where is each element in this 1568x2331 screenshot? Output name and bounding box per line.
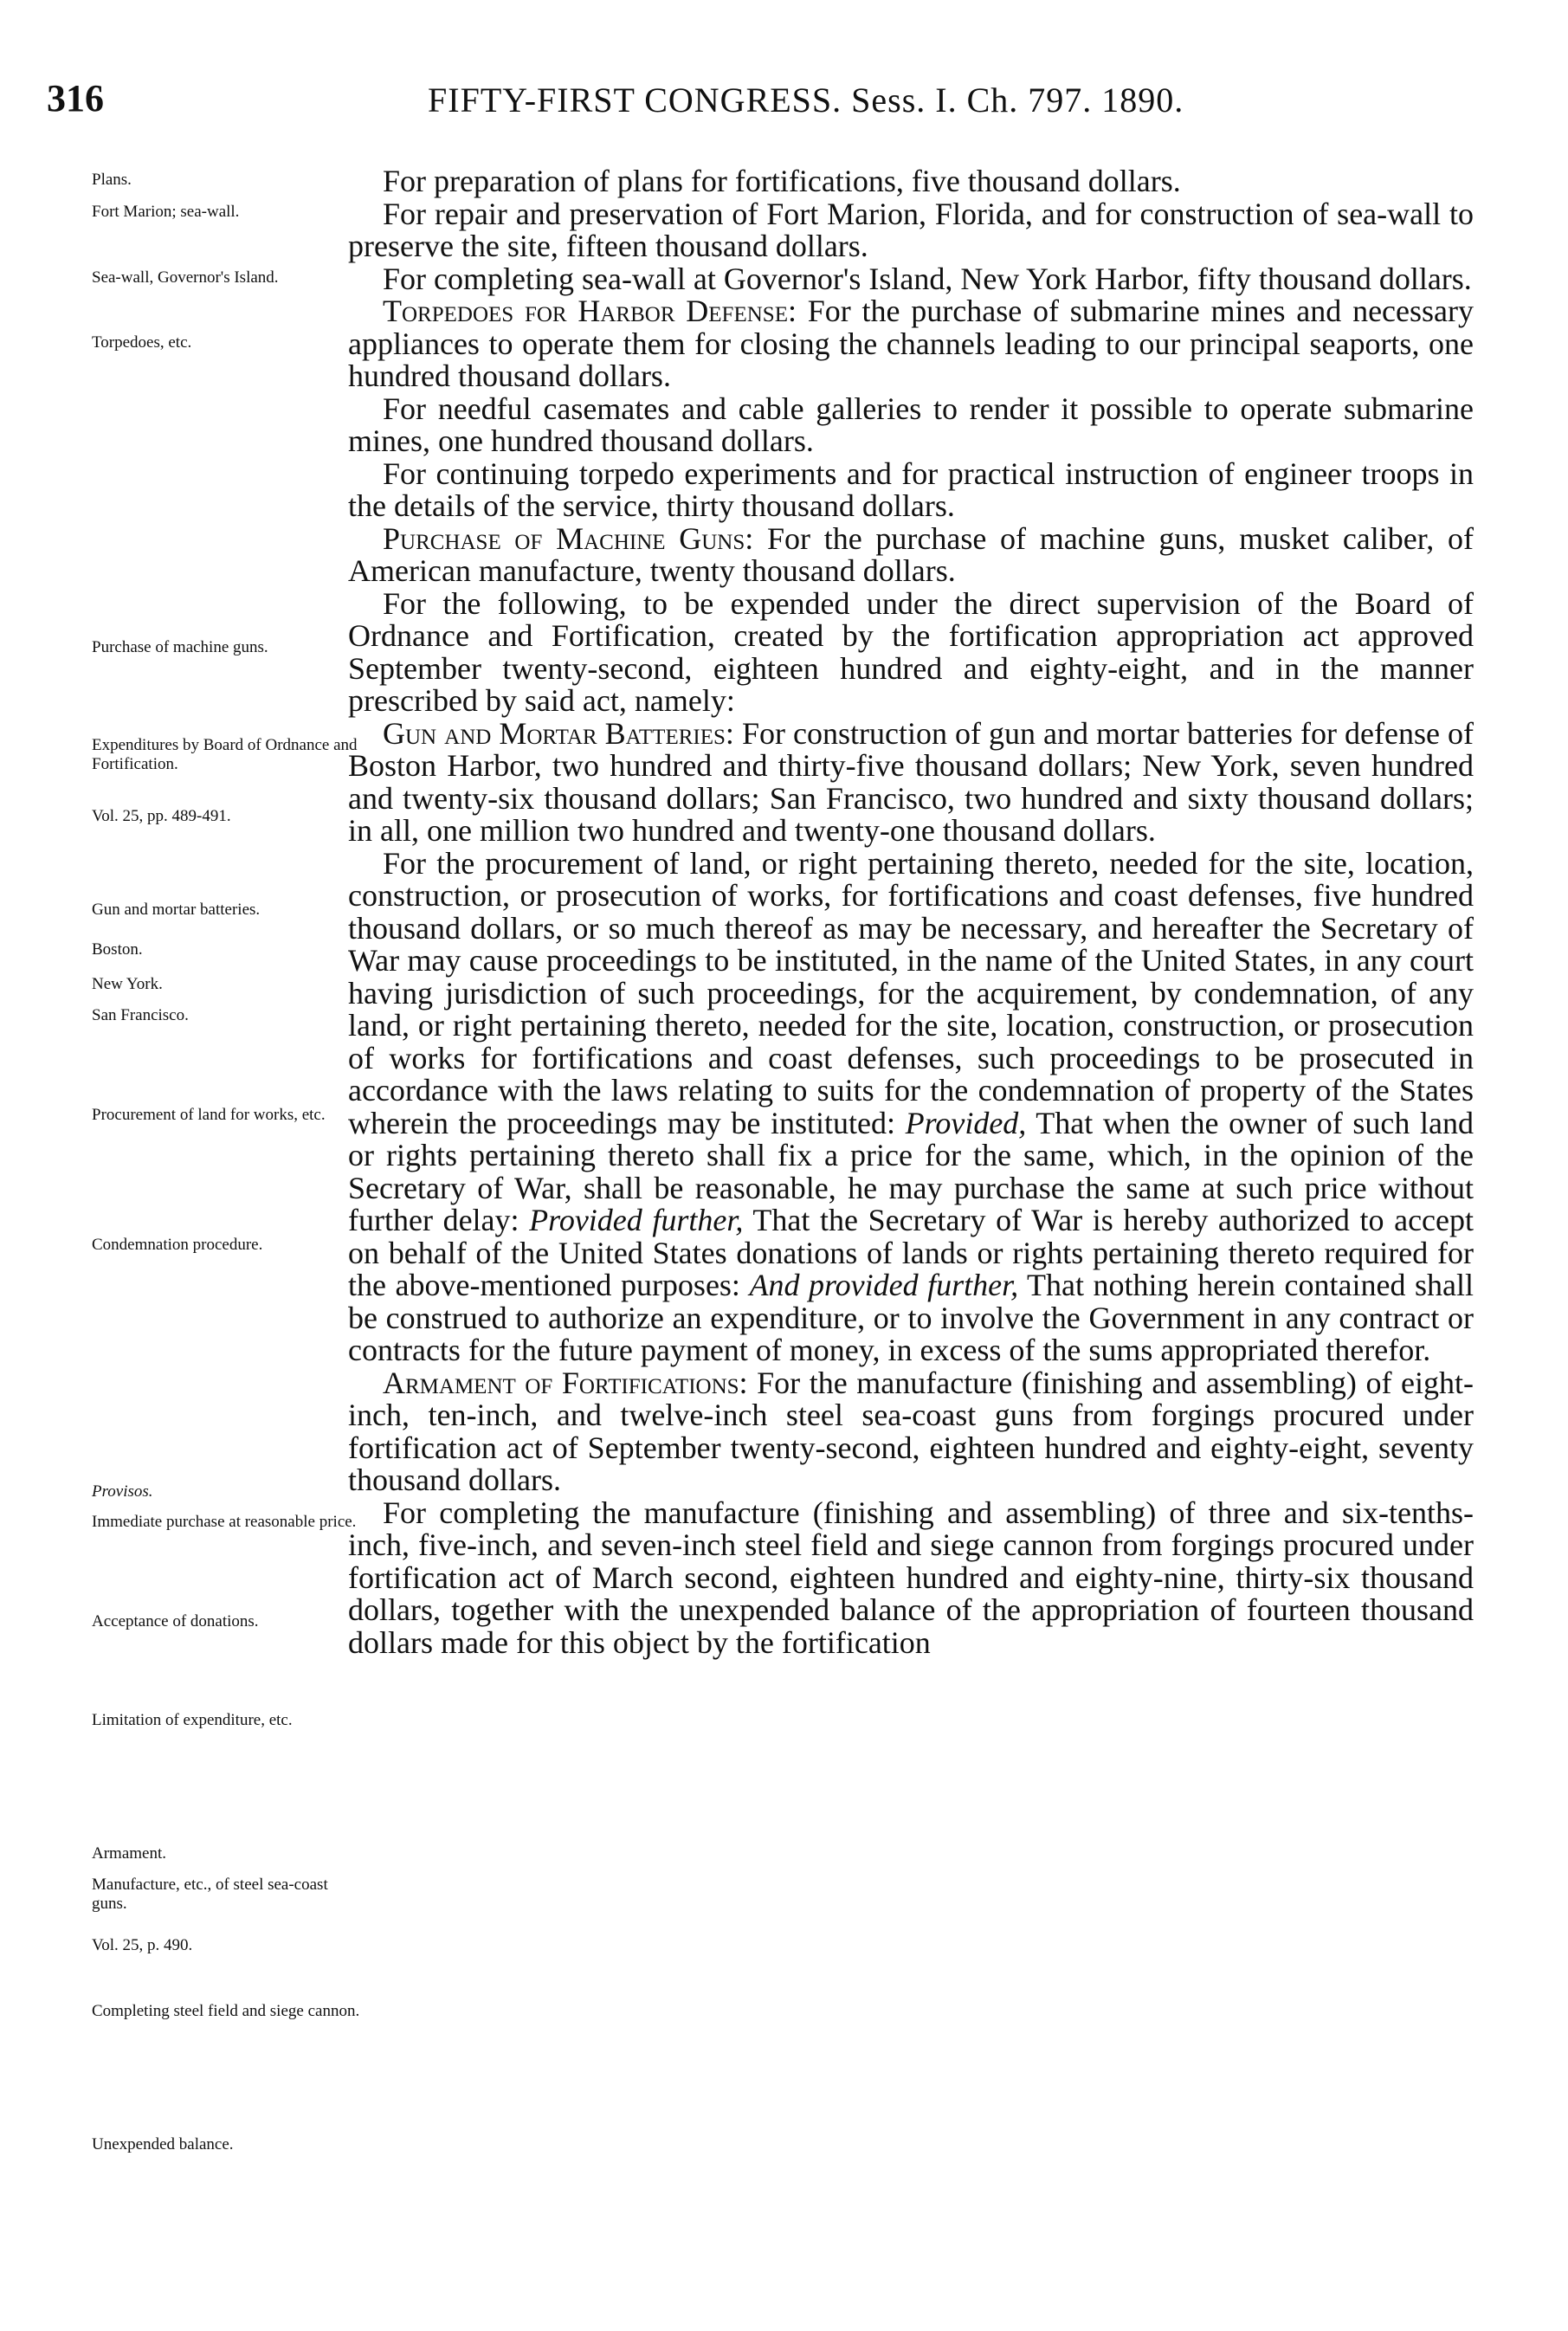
margin-note-vol-25-489: Vol. 25, pp. 489-491. <box>92 807 231 825</box>
page-number: 316 <box>47 77 104 119</box>
margin-note-fort-marion: Fort Marion; sea-wall. <box>92 203 240 221</box>
paragraph-torpedoes: Torpedoes for Harbor Defense: For the purchase of submarine mines and necessary appliances to operate them for closing the channels leading to our principal seaports, one hundred thousand dollars. <box>348 294 1474 393</box>
paragraph-governors-island: For completing sea-wall at Governor's Island, New York Harbor, fifty thousand dollars. <box>383 261 1472 296</box>
section-head-armament: Armament of Fortifications: <box>383 1365 748 1400</box>
section-head-torpedoes: Torpedoes for Harbor Defense: <box>383 294 797 328</box>
margin-note-immediate-purchase: Immediate purchase at reasonable price. <box>92 1513 357 1531</box>
proviso-1: Provided, <box>905 1105 1027 1140</box>
margin-note-armament: Armament. <box>92 1844 167 1863</box>
paragraph-field-siege-cannon: For completing the manufacture (finishing and assembling) of three and six-tenths-inch, five-inch, and seven-inch steel field and siege cannon from forgings procured under fortification act of March second, eighteen hundred and eighty-nine, thirty-six thousand dollars, together with the unexpended balance of the appropriation of fourteen thousand dollars made for this object by the fortification <box>348 1495 1474 1660</box>
margin-note-plans: Plans. <box>92 171 132 189</box>
margin-note-limitation: Limitation of expenditure, etc. <box>92 1711 293 1729</box>
margin-note-sea-wall: Sea-wall, Governor's Island. <box>92 268 279 287</box>
paragraph-armament: Armament of Fortifications: For the manufacture (finishing and assembling) of eight-inch, ten-inch, and twelve-inch steel sea-coast guns from forgings procured under fortification act of September twenty-second, eighteen hundred and eighty-eight, seventy thousand dollars. <box>348 1365 1474 1497</box>
margin-note-san-francisco: San Francisco. <box>92 1006 189 1024</box>
paragraph-board-ordnance: For the following, to be expended under the direct supervision of the Board of Ordnance and Fortification, created by the fortification appropriation act approved September twenty-second, eighteen hundred and eighty-eight, and in the manner prescribed by said act, namely: <box>348 585 1474 718</box>
margin-note-donations: Acceptance of donations. <box>92 1612 259 1630</box>
margin-note-batteries: Gun and mortar batteries. <box>92 901 261 919</box>
body-text <box>348 165 1474 1659</box>
section-head-batteries: Gun and Mortar Batteries: <box>383 715 734 751</box>
margin-note-unexpended: Unexpended balance. <box>92 2135 234 2153</box>
margin-note-procurement: Procurement of land for works, etc. <box>92 1106 326 1124</box>
margin-note-condemnation: Condemnation procedure. <box>92 1236 263 1254</box>
margin-note-expenditures: Expenditures by Board of Ordnance and Fortification. <box>92 736 358 773</box>
running-title: FIFTY-FIRST CONGRESS. Sess. I. Ch. 797. 1890. <box>428 81 1184 119</box>
paragraph-plans: For preparation of plans for fortifications, five thousand dollars. <box>383 164 1181 198</box>
paragraph-casemates: For needful casemates and cable galleries to render it possible to operate submarine mines, one hundred thousand dollars. <box>348 391 1474 458</box>
margin-note-torpedoes: Torpedoes, etc. <box>92 333 192 352</box>
page-header <box>47 76 1467 137</box>
margin-note-vol-25-490: Vol. 25, p. 490. <box>92 1936 193 1954</box>
margin-note-boston: Boston. <box>92 940 143 959</box>
margin-note-sea-coast-guns: Manufacture, etc., of steel sea-coast guns. <box>92 1876 328 1913</box>
margin-note-field-siege-cannon: Completing steel field and siege cannon. <box>92 2002 360 2020</box>
margin-note-new-york: New York. <box>92 975 163 993</box>
paragraph-batteries: Gun and Mortar Batteries: For construction of gun and mortar batteries for defense of Boston Harbor, two hundred and thirty-five thousand dollars; New York, seven hundred and twenty-six thousand dollars; San Francisco, two hundred and sixty thousand dollars; in all, one million two hundred and twenty-one thousand dollars. <box>348 715 1474 848</box>
margin-note-machine-guns: Purchase of machine guns. <box>92 638 268 656</box>
proviso-3: And provided further, <box>749 1268 1019 1302</box>
paragraph-machine-guns: Purchase of Machine Guns: For the purchase of machine guns, musket caliber, of American manufacture, twenty thousand dollars. <box>348 520 1474 588</box>
margin-note-provisos: Provisos. <box>92 1482 153 1501</box>
paragraph-procurement: For the procurement of land, or right pertaining thereto, needed for the site, location, construction, or prosecution of works, for fortifications and coast defenses, five hundred thousand dollars, or so much thereof as may be necessary, and hereafter the Secretary of War may cause proceedings to be instituted, in the name of the United States, in any court having jurisdiction of such proceedings, for the acquirement, by condemnation, of any land, or right pertaining thereto, needed for the site, location, construction, or prosecution of works for fortifications and coast defenses, such proceedings to be prosecuted in accordance with the laws relating to suits for the condemnation of property of the States wherein the proceedings may be instituted: Provided, That when the owner of such land or rights pertaining thereto shall fix a price for the same, which, in the opinion of the Secretary of War, shall be reasonable, he may purchase the same at such price without further delay: Provided further, That the Secretary of War is hereby authorized to accept on behalf of the United States donations of lands or rights pertaining thereto required for the above-mentioned purposes: And provided further, That nothing herein contained shall be construed to authorize an expenditure, or to involve the Government in any contract or contracts for the future payment of money, in excess of the sums appropriated therefor. <box>348 845 1474 1367</box>
paragraph-fort-marion: For repair and preservation of Fort Marion, Florida, and for construction of sea-wall to preserve the site, fifteen thousand dollars. <box>348 196 1474 263</box>
paragraph-torpedo-experiments: For continuing torpedo experiments and for practical instruction of engineer troops in the details of the service, thirty thousand dollars. <box>348 455 1474 523</box>
proviso-2: Provided further, <box>529 1203 744 1237</box>
section-head-machine-guns: Purchase of Machine Guns: <box>383 520 754 556</box>
